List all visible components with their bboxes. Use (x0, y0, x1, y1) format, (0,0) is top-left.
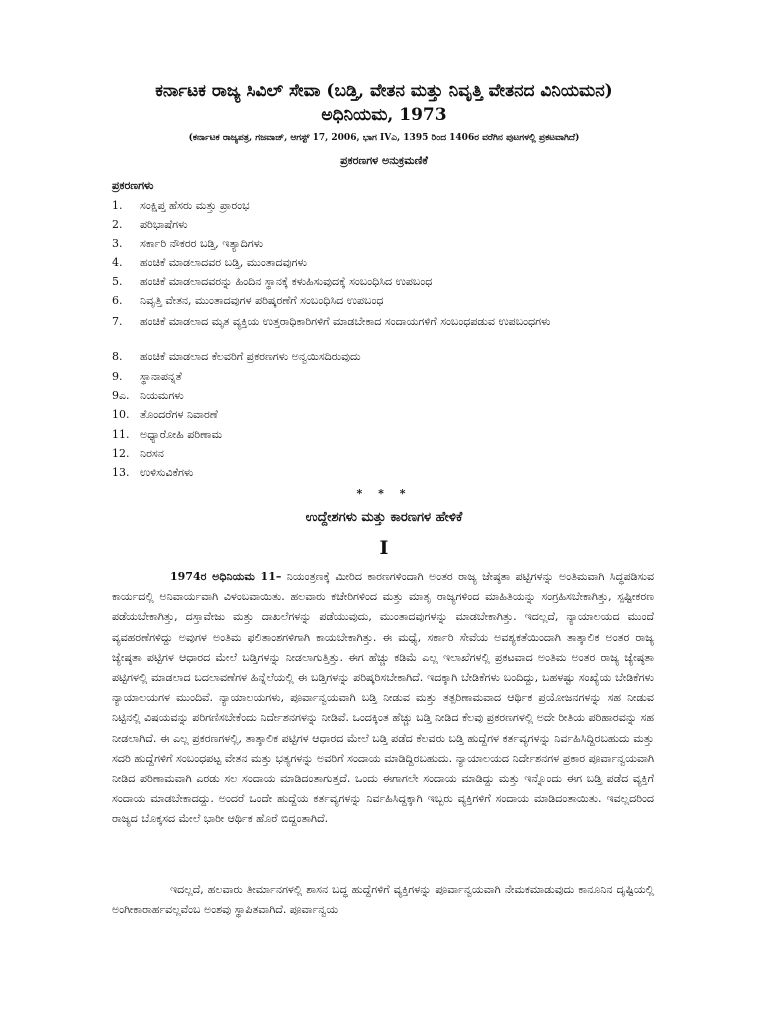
toc-item-label: ನಿರಸನ (140, 447, 164, 460)
toc-item-number: 7. (112, 315, 123, 328)
toc-item-number: 3. (112, 237, 123, 250)
toc-item-label: ಸ್ಥಾನಾಪನ್ನತೆ (140, 370, 182, 383)
toc-item-label: ಅಧ್ಯಾರೋಹಿ ಪರಿಣಾಮ (140, 428, 223, 441)
toc-item-number: 13. (112, 466, 130, 479)
toc-item-label: ಹಂಚಿಕೆ ಮಾಡಲಾದ ಮೃತ ವ್ಯಕ್ತಿಯ ಉತ್ತರಾಧಿಕಾರಿಗಳಿಗೆ ಮಾಡಬೇಕಾದ ಸಂದಾಯಗಳಿಗೆ ಸಂಬಂಧಪಡುವ ಉಪಬಂಧಗಳು (140, 315, 551, 328)
toc-item (112, 199, 660, 213)
toc-item (112, 466, 660, 480)
toc-item-label: ಹಂಚಿಕೆ ಮಾಡಲಾದವರನ್ನು ಹಿಂದಿನ ಸ್ಥಾನಕ್ಕೆ ಕಳುಹಿಸುವುದಕ್ಕೆ ಸಂಬಂಧಿಸಿದ ಉಪಬಂಧ (140, 275, 433, 288)
toc-item-number: 8. (112, 350, 123, 363)
toc-item-label: ಸಂಕ್ಷಿಪ್ತ ಹೆಸರು ಮತ್ತು ಪ್ರಾರಂಭ (140, 199, 250, 212)
toc-item-label: ಪರಿಭಾಷೆಗಳು (140, 218, 188, 231)
act-title-line1: ಕರ್ನಾಟಕ ರಾಜ್ಯ ಸಿವಿಲ್ ಸೇವಾ (ಬಡ್ತಿ, ವೇತನ ಮತ್ತು ನಿವೃತ್ತಿ ವೇತನದ ವಿನಿಯಮನ) (155, 81, 613, 101)
section-number: I (379, 537, 389, 559)
toc-item-label: ಹಂಚಿಕೆ ಮಾಡಲಾದ ಕೆಲವರಿಗೆ ಪ್ರಕರಣಗಳು ಅನ್ವಯಿಸದಿರುವುದು (140, 350, 361, 363)
toc-item-label: ತೊಂದರೆಗಳ ನಿವಾರಣೆ (140, 408, 218, 421)
toc-item (112, 447, 660, 461)
publication-note: (ಕರ್ನಾಟಕ ರಾಜ್ಯಪತ್ರ, ಗಜವಾಜ್, ಆಗಸ್ಟ್ 17, 2006, ಭಾಗ IVಎ, 1395 ರಿಂದ 1406ರ ವರೆಗಿನ ಪುಟಗಳಲ್ಲಿ ಪ್ರಕಟವಾಗಿದೆ) (188, 133, 580, 143)
paragraph-2: ಇದಲ್ಲದೆ, ಹಲವಾರು ತೀರ್ಮಾನಗಳಲ್ಲಿ ಶಾಸನ ಬದ್ಧ ಹುದ್ದೆಗಳಿಗೆ ವ್ಯಕ್ತಿಗಳನ್ನು ಪೂರ್ವಾನ್ವಯವಾಗಿ ನೇಮಕಮಾಡುವುದು ಕಾನೂನಿನ ದೃಷ್ಟಿಯಲ್ಲಿ ಅಂಗೀಕಾರಾರ್ಹವಲ್ಲವೆಂಬ ಅಂಶವು ಸ್ಥಾಪಿತವಾಗಿದೆ. ಪೂರ್ವಾನ್ವಯ (112, 883, 654, 917)
toc-item-number: 9. (112, 370, 123, 383)
toc-item (112, 370, 660, 384)
toc-item (112, 275, 660, 289)
toc-item (112, 313, 660, 330)
toc-item-number: 4. (112, 256, 123, 269)
toc-item-number: 5. (112, 275, 123, 288)
toc-heading: ಪ್ರಕರಣಗಳ ಅನುಕ್ರಮಣಿಕೆ (340, 154, 428, 167)
toc-item-number: 11. (112, 428, 130, 441)
toc-item-number: 1. (112, 199, 123, 212)
chapters-label: ಪ್ರಕರಣಗಳು (112, 179, 154, 192)
paragraph-1 (112, 567, 654, 830)
toc-item (112, 408, 660, 422)
toc-item-label: ನಿಯಮಗಳು (140, 389, 184, 402)
act-title-line2: ಅಧಿನಿಯಮ, 1973 (321, 105, 447, 125)
toc-item-number: 12. (112, 447, 130, 460)
toc-item-number: 6. (112, 294, 123, 307)
toc-item (112, 294, 660, 308)
toc-item (112, 237, 660, 251)
toc-item-label: ಹಂಚಿಕೆ ಮಾಡಲಾದವರ ಬಡ್ತಿ, ಮುಂತಾದವುಗಳು (140, 256, 307, 269)
toc-item-number: 2. (112, 218, 123, 231)
paragraph-1-lead: 1974ರ ಅಧಿನಿಯಮ 11– (170, 570, 282, 583)
toc-item (112, 256, 660, 270)
toc-item (112, 350, 660, 364)
toc-item-label: ಉಳಿಸುವಿಕೆಗಳು (140, 466, 194, 479)
toc-item (112, 389, 660, 403)
toc-item-number: 10. (112, 408, 130, 421)
toc-item-label: ನಿವೃತ್ತಿ ವೇತನ, ಮುಂತಾದವುಗಳ ಪರಿಷ್ಕರಣೆಗೆ ಸಂಬಂಧಿಸಿದ ಉಪಬಂಧ (140, 294, 384, 307)
toc-item-number: 9ಎ. (112, 389, 130, 402)
toc-item-label: ಸರ್ಕಾರಿ ನೌಕರರ ಬಡ್ತಿ, ಇತ್ಯಾದಿಗಳು (140, 237, 264, 250)
paragraph-1-text: ನಿಯಂತ್ರಣಕ್ಕೆ ಮೀರಿದ ಕಾರಣಗಳಿಂದಾಗಿ ಅಂತರ ರಾಜ್ಯ ಜೇಷ್ಠತಾ ಪಟ್ಟಿಗಳನ್ನು ಅಂತಿಮವಾಗಿ ಸಿದ್ಧಪಡಿಸುವ ಕಾರ್ಯದಲ್ಲಿ ಅನಿವಾರ್ಯವಾಗಿ ವಿಳಂಬವಾಯಿತು. ಹಲವಾರು ಕಚೇರಿಗಳಿಂದ ಮತ್ತು ಮಾತೃ ರಾಜ್ಯಗಳಿಂದ ಮಾಹಿತಿಯನ್ನು ಸಂಗ್ರಹಿಸಬೇಕಾಗಿತ್ತು, ಸ್ಪಷ್ಟೀಕರಣ ಪಡೆಯಬೇಕಾಗಿತ್ತು, ದಸ್ತಾವೇಜು ಮತ್ತು ದಾಖಲೆಗಳನ್ನು ಪಡೆಯುವುದು, ಮುಂತಾದವುಗಳನ್ನು ಮಾಡಬೇಕಾಗಿತ್ತು. ಇದಲ್ಲದೆ, ನ್ಯಾಯಾಲಯದ ಮುಂದೆ ವ್ಯವಹರಣೆಗಳಿದ್ದು ಅವುಗಳ ಅಂತಿಮ ಫಲಿತಾಂಶಗಳಿಗಾಗಿ ಕಾಯಬೇಕಾಗಿತ್ತು. ಈ ಮಧ್ಯೆ, ಸರ್ಕಾರಿ ಸೇವೆಯ ಅವಶ್ಯಕತೆಯಿಂದಾಗಿ ತಾತ್ಕಾಲಿಕ ಅಂತರ ರಾಜ್ಯ ಜ್ಯೇಷ್ಠತಾ ಪಟ್ಟಿಗಳ ಆಧಾರದ ಮೇಲೆ ಬಡ್ತಿಗಳನ್ನು ನೀಡಲಾಗುತ್ತಿತ್ತು. ಈಗ ಹೆಚ್ಚು ಕಡಿಮೆ ಎಲ್ಲ ಇಲಾಖೆಗಳಲ್ಲಿ ಪ್ರಕಟವಾದ ಅಂತಿಮ ಅಂತರ ರಾಜ್ಯ ಜ್ಯೇಷ್ಠತಾ ಪಟ್ಟಿಗಳಲ್ಲಿ ಮಾಡಲಾದ ಬದಲಾವಣೆಗಳ ಹಿನ್ನೆಲೆಯಲ್ಲಿ ಈ ಬಡ್ತಿಗಳನ್ನು ಪರಿಷ್ಕರಿಸಬೇಕಾಗಿದೆ. ಇದಕ್ಕಾಗಿ ಬೇಡಿಕೆಗಳು ಬಂದಿದ್ದು, ಬಹಳಷ್ಟು ಸಂಖ್ಯೆಯ ಬೇಡಿಕೆಗಳು ನ್ಯಾಯಾಲಯಗಳ ಮುಂದಿವೆ. ನ್ಯಾಯಾಲಯಗಳು, ಪೂರ್ವಾನ್ವಯವಾಗಿ ಬಡ್ತಿ ನೀಡುವ ಮತ್ತು ತತ್ಪರಿಣಾಮವಾದ ಆರ್ಥಿಕ ಪ್ರಯೋಜನಗಳನ್ನು ಸಹ ನೀಡುವ ನಿಟ್ಟಿನಲ್ಲಿ ವಿಷಯವನ್ನು ಪರಿಗಣಿಸಬೇಕೆಂದು ನಿರ್ದೇಶನಗಳನ್ನು ನೀಡಿವೆ. ಒಂದಕ್ಕಿಂತ ಹೆಚ್ಚು ಬಡ್ತಿ ನೀಡಿದ ಕೆಲವು ಪ್ರಕರಣಗಳಲ್ಲಿ ಅದೇ ರೀತಿಯ ಪರಿಹಾರವನ್ನು ಸಹ ನೀಡಲಾಗಿದೆ. ಈ ಎಲ್ಲ ಪ್ರಕರಣಗಳಲ್ಲಿ, ತಾತ್ಕಾಲಿಕ ಪಟ್ಟಿಗಳ ಆಧಾರದ ಮೇಲೆ ಬಡ್ತಿ ಪಡೆದ ಕೆಲವರು ಬಡ್ತಿ ಹುದ್ದೆಗಳ ಕರ್ತವ್ಯಗಳನ್ನು ನಿರ್ವಹಿಸಿದ್ದಿರಬಹುದು ಮತ್ತು ಸದರಿ ಹುದ್ದೆಗಳಿಗೆ ಸಂಬಂಧಪಟ್ಟ ವೇತನ ಮತ್ತು ಭತ್ಯಗಳನ್ನು ಅವರಿಗೆ ಸಂದಾಯ ಮಾಡಿದ್ದಿರಬಹುದು. ನ್ಯಾಯಾಲಯದ ನಿರ್ದೇಶನಗಳ ಪ್ರಕಾರ ಪೂರ್ವಾನ್ವಯವಾಗಿ ನೀಡಿದ ಪರಿಣಾಮವಾಗಿ ಎರಡು ಸಲ ಸಂದಾಯ ಮಾಡಿದಂತಾಗುತ್ತದೆ. ಒಂದು ಈಗಾಗಲೇ ಸಂದಾಯ ಮಾಡಿದ್ದು ಮತ್ತು ಇನ್ನೊಂದು ಈಗ ಬಡ್ತಿ ಪಡೆದ ವ್ಯಕ್ತಿಗೆ ಸಂದಾಯ ಮಾಡಬೇಕಾದದ್ದು. ಅಂದರೆ ಒಂದೇ ಹುದ್ದೆಯ ಕರ್ತವ್ಯಗಳನ್ನು ನಿರ್ವಹಿಸಿದ್ದಕ್ಕಾಗಿ ಇಬ್ಬರು ವ್ಯಕ್ತಿಗಳಿಗೆ ಸಂದಾಯ ಮಾಡಿದಂತಾಯಿತು. ಇವಲ್ಲದರಿಂದ ರಾಜ್ಯದ ಬೊಕ್ಕಸದ ಮೇಲೆ ಭಾರೀ ಆರ್ಥಿಕ ಹೊರೆ ಬಿದ್ದಂತಾಗಿದೆ. (112, 570, 655, 826)
section-heading: ಉದ್ದೇಶಗಳು ಮತ್ತು ಕಾರಣಗಳ ಹೇಳಿಕೆ (305, 510, 463, 525)
section-separator: * * * (356, 487, 412, 500)
toc-item (112, 218, 660, 232)
toc-item (112, 428, 660, 442)
